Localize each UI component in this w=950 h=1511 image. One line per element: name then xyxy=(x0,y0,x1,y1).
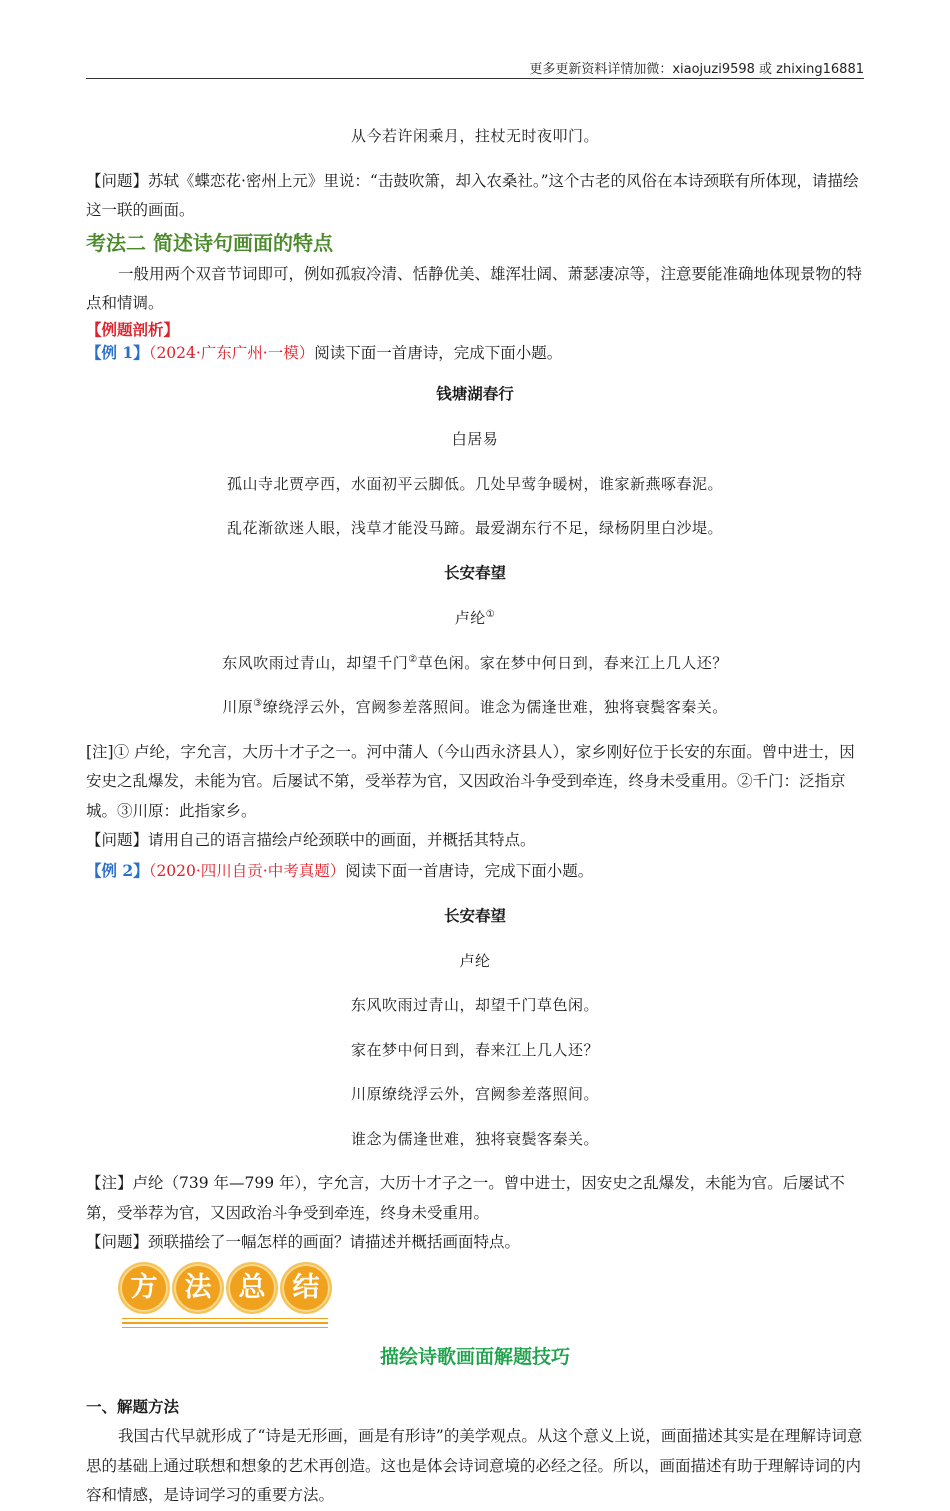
content xyxy=(86,107,864,1511)
example1-source: （2024·广东广州·一模） xyxy=(148,343,315,362)
poem-author: 白居易 xyxy=(451,430,499,448)
analysis-label: 【例题剖析】 xyxy=(86,319,180,339)
method-summary-banner xyxy=(118,1262,864,1332)
method-paragraph: 我国古代早就形成了“诗是无形画，画是有形诗”的美学观点。从这个意义上说，画面描述其实是在理解诗词意思的基础上通过联想和想象的艺术再创造。这也是体会诗词意境的必经之径。所以，画面描述有助于理解诗词的内容和情感，是诗词学习的重要方法。 xyxy=(86,1427,863,1504)
badge-char: 结 xyxy=(280,1262,332,1314)
poem-text: 东风吹雨过青山，却望千门 xyxy=(222,653,409,672)
poem-author-line xyxy=(86,604,864,634)
poem-line: 东风吹雨过青山，却望千门草色闲。 xyxy=(350,996,599,1014)
annotation-note: 【注】卢纶（739 年—799 年），字允言，大历十才子之一。曾中进士，因安史之乱爆发，未能为官。后屡试不第，受举荐为官，又因政治斗争受到牵连，终身未受重用。 xyxy=(86,1174,845,1222)
header-rule xyxy=(86,78,864,79)
poem-title: 长安春望 xyxy=(443,564,506,582)
poem-text: 川原 xyxy=(222,698,254,716)
poem-text: 草色闲。家在梦中何日到，春来江上几人还？ xyxy=(417,653,728,672)
example2-instruction: 阅读下面一首唐诗，完成下面小题。 xyxy=(345,861,594,880)
poem-line: 从今若许闲乘月，拄杖无时夜叩门。 xyxy=(350,127,599,145)
header-note: 更多更新资料详情加微：xiaojuzi9598 或 zhixing16881 xyxy=(529,62,864,77)
poem-title: 长安春望 xyxy=(443,906,506,925)
example2-source: （2020·四川自贡·中考真题） xyxy=(148,861,346,880)
poem-text: 缭绕浮云外，宫阙参差落照间。谁念为儒逢世难，独将衰鬓客秦关。 xyxy=(262,698,728,716)
footnote-mark: ② xyxy=(408,653,418,665)
example2-label: 【例 2】 xyxy=(86,860,149,880)
banner-underline xyxy=(122,1318,328,1332)
example1-header xyxy=(86,341,864,365)
question-text: 【问题】颈联描绘了一幅怎样的画面？请描述并概括画面特点。 xyxy=(86,1233,521,1251)
poem-line: 乱花渐欲迷人眼，浅草才能没马蹄。最爱湖东行不足，绿杨阴里白沙堤。 xyxy=(226,519,723,537)
footnote-mark: ③ xyxy=(253,698,263,709)
badge-char: 总 xyxy=(226,1262,278,1314)
example2-header xyxy=(86,856,864,887)
poem-line: 谁念为儒逢世难，独将衰鬓客秦关。 xyxy=(350,1129,599,1148)
annotation-note: [注]① 卢纶，字允言，大历十才子之一。河中蒲人（今山西永济县人），家乡刚好位于长安的东面。曾中进士，因安史之乱爆发，未能为官。后屡试不第，受举荐为官，又因政治斗争受到牵连，终身未受重用。②千门：泛指京城。③川原：此指家乡。 xyxy=(86,742,855,820)
section-heading: 考法二 简述诗句画面的特点 xyxy=(86,230,333,255)
question-text: 【问题】苏轼《蝶恋花·密州上元》里说：“击鼓吹箫，却入农桑社。”这个古老的风俗在本诗颈联有所体现，请描绘这一联的画面。 xyxy=(86,171,859,219)
poem-line: 孤山寺北贾亭西，水面初平云脚低。几处早莺争暖树，谁家新燕啄春泥。 xyxy=(226,474,723,493)
poem-author: 卢纶 xyxy=(459,951,491,970)
method-subheading: 一、解题方法 xyxy=(86,1397,180,1416)
badge-char: 方 xyxy=(118,1262,170,1314)
footnote-mark: ① xyxy=(485,609,496,620)
example1-instruction: 阅读下面一首唐诗，完成下面小题。 xyxy=(314,343,563,362)
poem-line: 家在梦中何日到，春来江上几人还？ xyxy=(350,1040,599,1059)
badge-char: 法 xyxy=(172,1262,224,1314)
poem-author: 卢纶 xyxy=(454,609,486,627)
section-intro: 一般用两个双音节词即可，例如孤寂冷清、恬静优美、雄浑壮阔、萧瑟凄凉等，注意要能准确地体现景物的特点和情调。 xyxy=(86,264,863,312)
poem-title: 钱塘湖春行 xyxy=(436,385,514,403)
example1-label: 【例 1】 xyxy=(86,342,149,362)
poem-line xyxy=(86,649,864,679)
poem-line xyxy=(86,693,864,723)
method-title: 描绘诗歌画面解题技巧 xyxy=(379,1345,570,1368)
poem-line: 川原缭绕浮云外，宫阙参差落照间。 xyxy=(350,1085,599,1103)
question-text: 【问题】请用自己的语言描绘卢纶颈联中的画面，并概括其特点。 xyxy=(86,831,536,849)
